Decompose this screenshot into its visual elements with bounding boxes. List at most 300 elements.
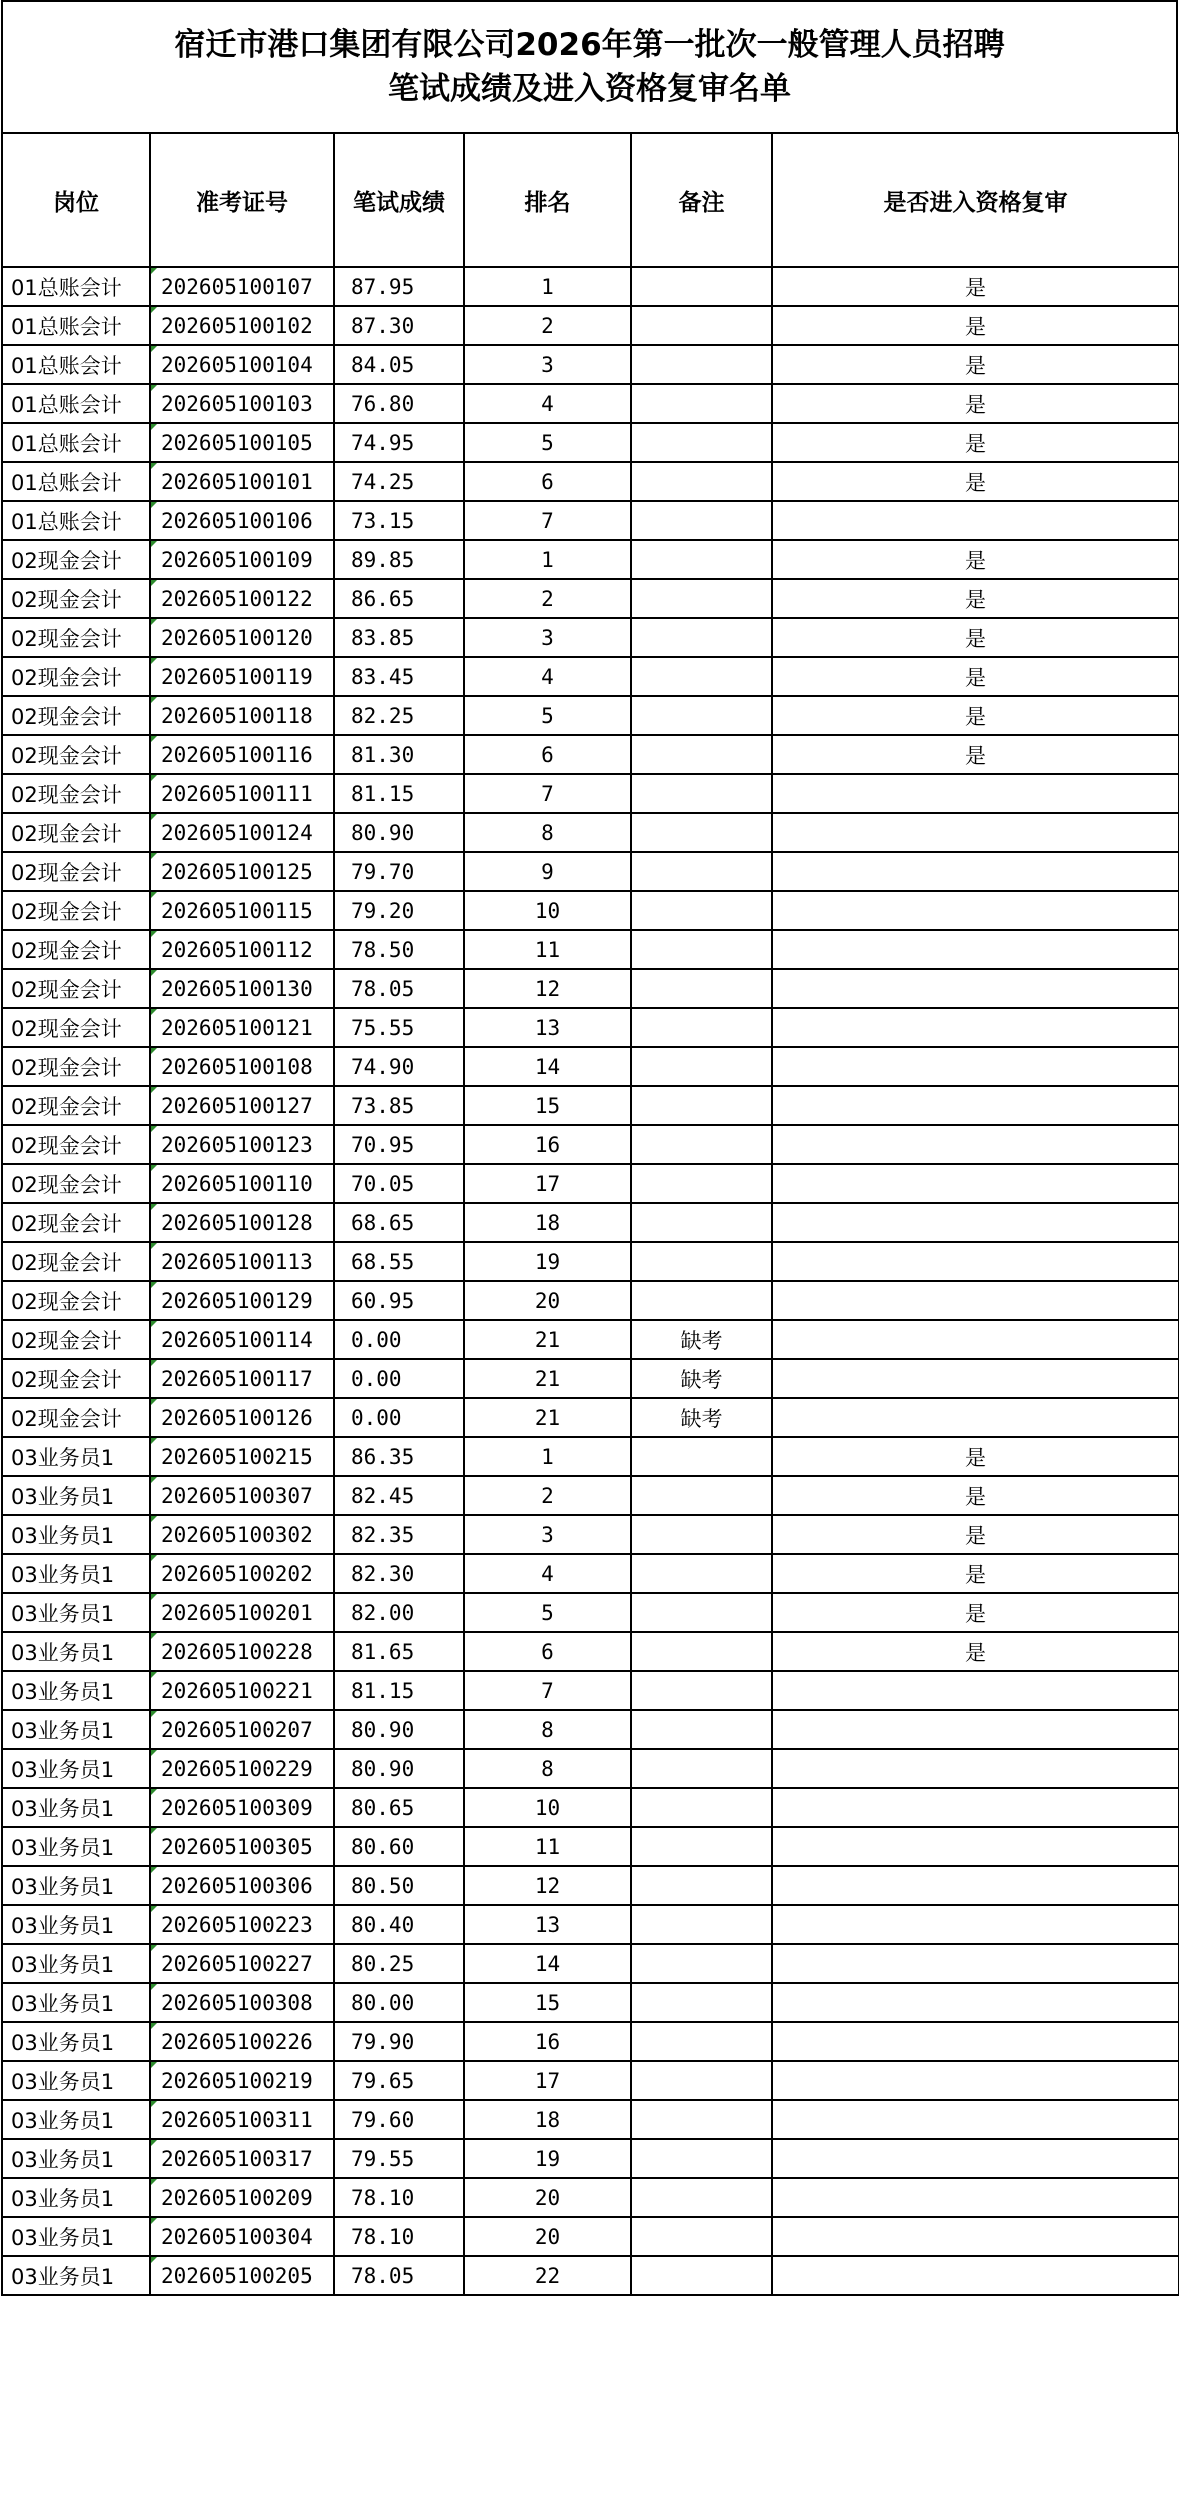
cell-position[interactable]: 03业务员1 [2,1515,150,1554]
cell-position[interactable]: 02现金会计 [2,1398,150,1437]
cell-exam-id[interactable]: 202605100107 [150,267,334,306]
cell-review[interactable] [772,1359,1179,1398]
cell-position[interactable]: 03业务员1 [2,2061,150,2100]
cell-exam-id[interactable]: 202605100128 [150,1203,334,1242]
cell-exam-id[interactable]: 202605100126 [150,1398,334,1437]
cell-exam-id[interactable]: 202605100106 [150,501,334,540]
cell-exam-id[interactable]: 202605100101 [150,462,334,501]
cell-position[interactable]: 03业务员1 [2,2178,150,2217]
cell-rank[interactable]: 8 [464,813,631,852]
cell-note[interactable] [631,1710,772,1749]
cell-exam-id[interactable]: 202605100127 [150,1086,334,1125]
cell-exam-id[interactable]: 202605100109 [150,540,334,579]
cell-review[interactable] [772,1827,1179,1866]
cell-note[interactable] [631,657,772,696]
cell-note[interactable] [631,1086,772,1125]
cell-note[interactable] [631,852,772,891]
cell-score[interactable]: 80.50 [334,1866,464,1905]
cell-review[interactable] [772,1905,1179,1944]
cell-note[interactable] [631,930,772,969]
cell-note[interactable] [631,1905,772,1944]
cell-note[interactable]: 缺考 [631,1359,772,1398]
cell-review[interactable] [772,2022,1179,2061]
cell-review[interactable] [772,2139,1179,2178]
cell-position[interactable]: 02现金会计 [2,735,150,774]
cell-review[interactable] [772,1749,1179,1788]
cell-note[interactable] [631,2061,772,2100]
cell-note[interactable] [631,423,772,462]
cell-review[interactable]: 是 [772,345,1179,384]
cell-note[interactable] [631,1437,772,1476]
cell-rank[interactable]: 3 [464,345,631,384]
cell-note[interactable] [631,2256,772,2295]
cell-rank[interactable]: 12 [464,969,631,1008]
cell-rank[interactable]: 7 [464,774,631,813]
cell-position[interactable]: 02现金会计 [2,1086,150,1125]
cell-exam-id[interactable]: 202605100305 [150,1827,334,1866]
cell-rank[interactable]: 18 [464,1203,631,1242]
cell-review[interactable] [772,2256,1179,2295]
cell-score[interactable]: 81.15 [334,774,464,813]
cell-score[interactable]: 74.25 [334,462,464,501]
cell-exam-id[interactable]: 202605100130 [150,969,334,1008]
cell-rank[interactable]: 16 [464,2022,631,2061]
cell-note[interactable] [631,618,772,657]
cell-exam-id[interactable]: 202605100306 [150,1866,334,1905]
cell-exam-id[interactable]: 202605100110 [150,1164,334,1203]
cell-note[interactable] [631,1164,772,1203]
cell-review[interactable] [772,891,1179,930]
cell-score[interactable]: 89.85 [334,540,464,579]
cell-review[interactable]: 是 [772,423,1179,462]
cell-rank[interactable]: 11 [464,930,631,969]
cell-exam-id[interactable]: 202605100115 [150,891,334,930]
cell-score[interactable]: 73.85 [334,1086,464,1125]
cell-note[interactable] [631,540,772,579]
cell-note[interactable] [631,1944,772,1983]
cell-score[interactable]: 80.90 [334,813,464,852]
cell-score[interactable]: 80.60 [334,1827,464,1866]
cell-review[interactable] [772,1944,1179,1983]
cell-score[interactable]: 82.00 [334,1593,464,1632]
cell-note[interactable] [631,1515,772,1554]
cell-score[interactable]: 78.10 [334,2178,464,2217]
cell-review[interactable]: 是 [772,1632,1179,1671]
cell-exam-id[interactable]: 202605100103 [150,384,334,423]
cell-note[interactable] [631,2178,772,2217]
cell-rank[interactable]: 7 [464,501,631,540]
cell-note[interactable] [631,2139,772,2178]
cell-score[interactable]: 70.95 [334,1125,464,1164]
cell-exam-id[interactable]: 202605100307 [150,1476,334,1515]
cell-note[interactable] [631,501,772,540]
cell-exam-id[interactable]: 202605100221 [150,1671,334,1710]
cell-note[interactable] [631,1866,772,1905]
cell-review[interactable] [772,1320,1179,1359]
cell-rank[interactable]: 2 [464,306,631,345]
cell-position[interactable]: 02现金会计 [2,1164,150,1203]
cell-note[interactable] [631,1242,772,1281]
cell-score[interactable]: 70.05 [334,1164,464,1203]
cell-rank[interactable]: 4 [464,657,631,696]
cell-score[interactable]: 80.65 [334,1788,464,1827]
cell-score[interactable]: 84.05 [334,345,464,384]
cell-position[interactable]: 03业务员1 [2,1788,150,1827]
cell-exam-id[interactable]: 202605100304 [150,2217,334,2256]
cell-note[interactable] [631,1983,772,2022]
cell-rank[interactable]: 19 [464,1242,631,1281]
cell-position[interactable]: 02现金会计 [2,930,150,969]
cell-review[interactable]: 是 [772,579,1179,618]
cell-note[interactable] [631,1281,772,1320]
cell-note[interactable] [631,1827,772,1866]
cell-rank[interactable]: 3 [464,618,631,657]
cell-position[interactable]: 02现金会计 [2,1359,150,1398]
cell-review[interactable] [772,1203,1179,1242]
cell-review[interactable] [772,1281,1179,1320]
cell-exam-id[interactable]: 202605100104 [150,345,334,384]
cell-exam-id[interactable]: 202605100111 [150,774,334,813]
cell-note[interactable] [631,774,772,813]
cell-exam-id[interactable]: 202605100311 [150,2100,334,2139]
cell-review[interactable]: 是 [772,306,1179,345]
cell-exam-id[interactable]: 202605100209 [150,2178,334,2217]
cell-position[interactable]: 01总账会计 [2,501,150,540]
cell-exam-id[interactable]: 202605100228 [150,1632,334,1671]
cell-score[interactable]: 79.60 [334,2100,464,2139]
cell-score[interactable]: 76.80 [334,384,464,423]
cell-position[interactable]: 01总账会计 [2,462,150,501]
cell-rank[interactable]: 21 [464,1320,631,1359]
cell-rank[interactable]: 1 [464,267,631,306]
cell-review[interactable] [772,1710,1179,1749]
cell-score[interactable]: 78.10 [334,2217,464,2256]
cell-rank[interactable]: 6 [464,1632,631,1671]
cell-review[interactable]: 是 [772,462,1179,501]
cell-rank[interactable]: 15 [464,1086,631,1125]
cell-position[interactable]: 02现金会计 [2,813,150,852]
cell-score[interactable]: 80.25 [334,1944,464,1983]
cell-exam-id[interactable]: 202605100229 [150,1749,334,1788]
cell-note[interactable] [631,306,772,345]
cell-rank[interactable]: 7 [464,1671,631,1710]
cell-position[interactable]: 02现金会计 [2,1203,150,1242]
cell-note[interactable] [631,2100,772,2139]
cell-rank[interactable]: 9 [464,852,631,891]
cell-position[interactable]: 02现金会计 [2,618,150,657]
cell-review[interactable] [772,930,1179,969]
cell-rank[interactable]: 13 [464,1905,631,1944]
cell-position[interactable]: 03业务员1 [2,2022,150,2061]
cell-score[interactable]: 78.50 [334,930,464,969]
cell-score[interactable]: 82.25 [334,696,464,735]
cell-score[interactable]: 78.05 [334,2256,464,2295]
cell-position[interactable]: 03业务员1 [2,1749,150,1788]
cell-review[interactable] [772,1008,1179,1047]
cell-note[interactable] [631,579,772,618]
cell-score[interactable]: 87.95 [334,267,464,306]
cell-rank[interactable]: 11 [464,1827,631,1866]
cell-score[interactable]: 86.35 [334,1437,464,1476]
cell-note[interactable] [631,1593,772,1632]
cell-review[interactable] [772,2100,1179,2139]
cell-review[interactable] [772,969,1179,1008]
cell-rank[interactable]: 1 [464,1437,631,1476]
cell-score[interactable]: 0.00 [334,1320,464,1359]
cell-review[interactable]: 是 [772,1437,1179,1476]
cell-review[interactable] [772,1125,1179,1164]
cell-position[interactable]: 02现金会计 [2,852,150,891]
cell-exam-id[interactable]: 202605100129 [150,1281,334,1320]
cell-rank[interactable]: 5 [464,696,631,735]
cell-position[interactable]: 02现金会计 [2,540,150,579]
cell-rank[interactable]: 8 [464,1749,631,1788]
cell-note[interactable] [631,267,772,306]
cell-review[interactable]: 是 [772,1515,1179,1554]
cell-exam-id[interactable]: 202605100201 [150,1593,334,1632]
cell-score[interactable]: 87.30 [334,306,464,345]
cell-review[interactable] [772,1242,1179,1281]
cell-exam-id[interactable]: 202605100308 [150,1983,334,2022]
cell-position[interactable]: 01总账会计 [2,267,150,306]
cell-rank[interactable]: 3 [464,1515,631,1554]
cell-rank[interactable]: 6 [464,735,631,774]
cell-review[interactable]: 是 [772,540,1179,579]
cell-position[interactable]: 03业务员1 [2,2256,150,2295]
cell-review[interactable]: 是 [772,267,1179,306]
cell-review[interactable] [772,1788,1179,1827]
cell-score[interactable]: 79.55 [334,2139,464,2178]
cell-score[interactable]: 81.30 [334,735,464,774]
cell-score[interactable]: 79.65 [334,2061,464,2100]
header-review[interactable]: 是否进入资格复审 [772,133,1179,267]
cell-exam-id[interactable]: 202605100120 [150,618,334,657]
cell-exam-id[interactable]: 202605100125 [150,852,334,891]
cell-rank[interactable]: 20 [464,2178,631,2217]
cell-score[interactable]: 82.30 [334,1554,464,1593]
cell-score[interactable]: 74.90 [334,1047,464,1086]
cell-position[interactable]: 02现金会计 [2,1008,150,1047]
cell-rank[interactable]: 4 [464,1554,631,1593]
cell-position[interactable]: 02现金会计 [2,1125,150,1164]
cell-position[interactable]: 02现金会计 [2,891,150,930]
cell-rank[interactable]: 17 [464,1164,631,1203]
cell-review[interactable] [772,1983,1179,2022]
cell-exam-id[interactable]: 202605100112 [150,930,334,969]
cell-position[interactable]: 03业务员1 [2,1593,150,1632]
cell-exam-id[interactable]: 202605100219 [150,2061,334,2100]
cell-position[interactable]: 03业务员1 [2,1671,150,1710]
cell-rank[interactable]: 21 [464,1398,631,1437]
cell-note[interactable] [631,1203,772,1242]
cell-rank[interactable]: 12 [464,1866,631,1905]
cell-review[interactable]: 是 [772,1593,1179,1632]
cell-rank[interactable]: 4 [464,384,631,423]
cell-position[interactable]: 03业务员1 [2,2217,150,2256]
cell-position[interactable]: 02现金会计 [2,657,150,696]
cell-rank[interactable]: 14 [464,1944,631,1983]
cell-rank[interactable]: 15 [464,1983,631,2022]
cell-score[interactable]: 75.55 [334,1008,464,1047]
cell-note[interactable] [631,1671,772,1710]
cell-note[interactable] [631,1476,772,1515]
cell-review[interactable]: 是 [772,1554,1179,1593]
cell-exam-id[interactable]: 202605100309 [150,1788,334,1827]
header-position[interactable]: 岗位 [2,133,150,267]
cell-review[interactable] [772,1164,1179,1203]
cell-score[interactable]: 68.55 [334,1242,464,1281]
cell-exam-id[interactable]: 202605100317 [150,2139,334,2178]
cell-position[interactable]: 03业务员1 [2,2139,150,2178]
cell-note[interactable] [631,384,772,423]
cell-position[interactable]: 03业务员1 [2,1983,150,2022]
cell-note[interactable] [631,813,772,852]
cell-exam-id[interactable]: 202605100114 [150,1320,334,1359]
cell-position[interactable]: 03业务员1 [2,1437,150,1476]
cell-rank[interactable]: 18 [464,2100,631,2139]
cell-review[interactable]: 是 [772,735,1179,774]
cell-exam-id[interactable]: 202605100215 [150,1437,334,1476]
cell-position[interactable]: 03业务员1 [2,1710,150,1749]
cell-exam-id[interactable]: 202605100108 [150,1047,334,1086]
cell-review[interactable] [772,852,1179,891]
cell-score[interactable]: 80.90 [334,1749,464,1788]
cell-score[interactable]: 73.15 [334,501,464,540]
cell-exam-id[interactable]: 202605100102 [150,306,334,345]
cell-review[interactable]: 是 [772,696,1179,735]
cell-review[interactable]: 是 [772,1476,1179,1515]
cell-position[interactable]: 03业务员1 [2,2100,150,2139]
cell-note[interactable] [631,969,772,1008]
cell-position[interactable]: 02现金会计 [2,1320,150,1359]
cell-review[interactable] [772,1398,1179,1437]
cell-rank[interactable]: 20 [464,2217,631,2256]
cell-review[interactable] [772,2217,1179,2256]
header-score[interactable]: 笔试成绩 [334,133,464,267]
cell-rank[interactable]: 8 [464,1710,631,1749]
cell-rank[interactable]: 2 [464,1476,631,1515]
cell-exam-id[interactable]: 202605100118 [150,696,334,735]
cell-position[interactable]: 02现金会计 [2,696,150,735]
cell-rank[interactable]: 13 [464,1008,631,1047]
cell-note[interactable] [631,1749,772,1788]
cell-position[interactable]: 03业务员1 [2,1632,150,1671]
cell-exam-id[interactable]: 202605100119 [150,657,334,696]
cell-position[interactable]: 01总账会计 [2,306,150,345]
header-exam-id[interactable]: 准考证号 [150,133,334,267]
cell-score[interactable]: 81.65 [334,1632,464,1671]
cell-review[interactable]: 是 [772,384,1179,423]
cell-review[interactable] [772,2178,1179,2217]
cell-rank[interactable]: 5 [464,423,631,462]
cell-score[interactable]: 82.35 [334,1515,464,1554]
cell-score[interactable]: 80.00 [334,1983,464,2022]
header-note[interactable]: 备注 [631,133,772,267]
cell-score[interactable]: 83.45 [334,657,464,696]
cell-position[interactable]: 02现金会计 [2,774,150,813]
cell-exam-id[interactable]: 202605100207 [150,1710,334,1749]
cell-rank[interactable]: 10 [464,891,631,930]
cell-exam-id[interactable]: 202605100226 [150,2022,334,2061]
cell-position[interactable]: 03业务员1 [2,1866,150,1905]
cell-score[interactable]: 80.90 [334,1710,464,1749]
cell-position[interactable]: 03业务员1 [2,1554,150,1593]
cell-review[interactable]: 是 [772,657,1179,696]
cell-rank[interactable]: 2 [464,579,631,618]
cell-review[interactable] [772,1086,1179,1125]
cell-position[interactable]: 03业务员1 [2,1476,150,1515]
cell-note[interactable] [631,1125,772,1164]
cell-rank[interactable]: 5 [464,1593,631,1632]
cell-review[interactable] [772,1047,1179,1086]
cell-exam-id[interactable]: 202605100116 [150,735,334,774]
cell-position[interactable]: 03业务员1 [2,1827,150,1866]
cell-exam-id[interactable]: 202605100227 [150,1944,334,1983]
cell-position[interactable]: 03业务员1 [2,1944,150,1983]
cell-exam-id[interactable]: 202605100113 [150,1242,334,1281]
cell-rank[interactable]: 17 [464,2061,631,2100]
cell-position[interactable]: 03业务员1 [2,1905,150,1944]
cell-position[interactable]: 01总账会计 [2,384,150,423]
cell-note[interactable] [631,1008,772,1047]
cell-position[interactable]: 02现金会计 [2,1047,150,1086]
cell-exam-id[interactable]: 202605100122 [150,579,334,618]
cell-exam-id[interactable]: 202605100123 [150,1125,334,1164]
cell-exam-id[interactable]: 202605100124 [150,813,334,852]
cell-score[interactable]: 79.70 [334,852,464,891]
cell-position[interactable]: 02现金会计 [2,1281,150,1320]
cell-note[interactable] [631,696,772,735]
cell-score[interactable]: 80.40 [334,1905,464,1944]
cell-exam-id[interactable]: 202605100205 [150,2256,334,2295]
cell-review[interactable] [772,501,1179,540]
cell-position[interactable]: 02现金会计 [2,1242,150,1281]
cell-note[interactable] [631,1632,772,1671]
cell-exam-id[interactable]: 202605100302 [150,1515,334,1554]
cell-position[interactable]: 02现金会计 [2,969,150,1008]
cell-review[interactable] [772,1866,1179,1905]
cell-exam-id[interactable]: 202605100202 [150,1554,334,1593]
cell-score[interactable]: 74.95 [334,423,464,462]
cell-rank[interactable]: 19 [464,2139,631,2178]
cell-note[interactable] [631,735,772,774]
cell-score[interactable]: 79.20 [334,891,464,930]
cell-review[interactable] [772,1671,1179,1710]
cell-score[interactable]: 0.00 [334,1398,464,1437]
cell-score[interactable]: 86.65 [334,579,464,618]
cell-rank[interactable]: 16 [464,1125,631,1164]
cell-position[interactable]: 01总账会计 [2,423,150,462]
cell-note[interactable]: 缺考 [631,1320,772,1359]
cell-score[interactable]: 68.65 [334,1203,464,1242]
cell-rank[interactable]: 22 [464,2256,631,2295]
cell-exam-id[interactable]: 202605100121 [150,1008,334,1047]
header-rank[interactable]: 排名 [464,133,631,267]
cell-note[interactable] [631,462,772,501]
cell-note[interactable] [631,1554,772,1593]
cell-score[interactable]: 78.05 [334,969,464,1008]
cell-score[interactable]: 81.15 [334,1671,464,1710]
cell-score[interactable]: 82.45 [334,1476,464,1515]
cell-note[interactable] [631,1047,772,1086]
cell-rank[interactable]: 21 [464,1359,631,1398]
cell-score[interactable]: 79.90 [334,2022,464,2061]
cell-review[interactable] [772,2061,1179,2100]
cell-note[interactable] [631,345,772,384]
cell-exam-id[interactable]: 202605100223 [150,1905,334,1944]
cell-note[interactable]: 缺考 [631,1398,772,1437]
cell-rank[interactable]: 10 [464,1788,631,1827]
